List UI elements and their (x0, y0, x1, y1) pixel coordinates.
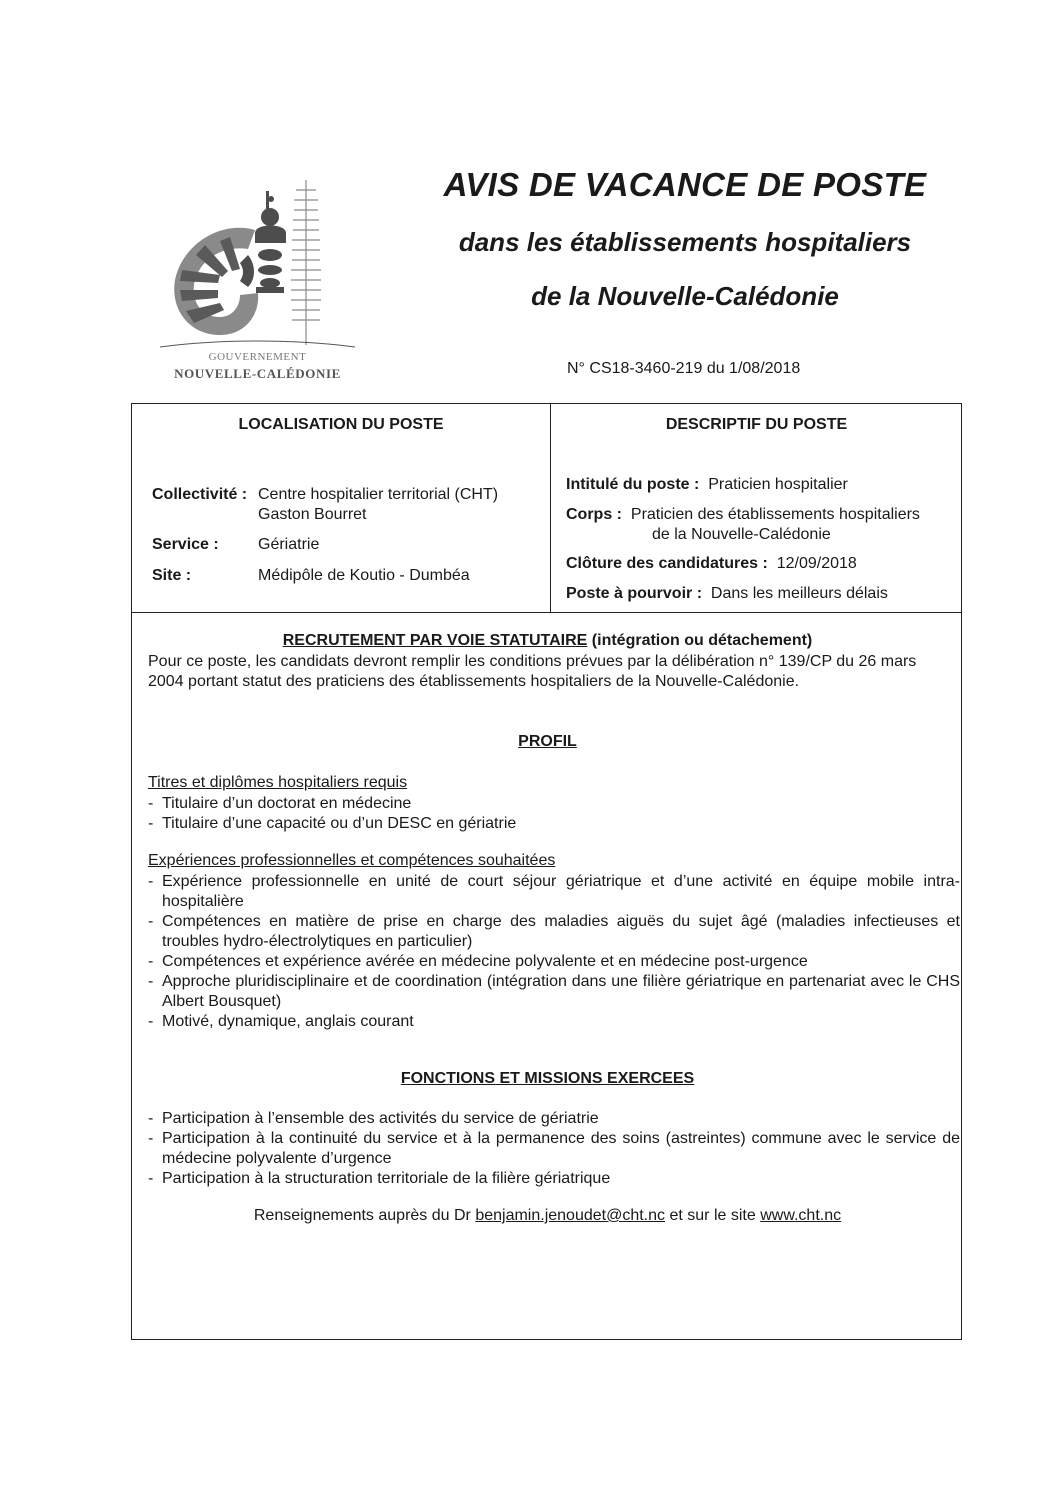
contact-prefix: Renseignements auprès du Dr (253, 1207, 471, 1224)
contact-email-link[interactable]: benjamin.jenoudet@cht.nc (475, 1207, 666, 1224)
poste-row (566, 584, 888, 604)
list-item: - Participation à l’ensemble des activités du service de gériatrie (148, 1110, 599, 1127)
recrutement-line-1: Pour ce poste, les candidats devront remplir les conditions prévues par la délibération n° 139/CP du 26 mars (148, 653, 917, 670)
localisation-header: LOCALISATION DU POSTE (238, 416, 444, 433)
page-subtitle-line-2: de la Nouvelle-Calédonie (531, 281, 839, 311)
cloture-value: 12/09/2018 (776, 555, 857, 572)
fonctions-title: FONCTIONS ET MISSIONS EXERCEES (400, 1070, 695, 1087)
list-item: - Approche pluridisciplinaire et de coordination (intégration dans une filière gériatrique en partenariat avec le CHS Albert Bousquet) (148, 973, 960, 1010)
logo-text-gouvernement: GOUVERNEMENT (208, 351, 307, 363)
cloture-row (566, 554, 857, 574)
descriptif-header: DESCRIPTIF DU POSTE (665, 416, 848, 433)
titres-heading: Titres et diplômes hospitaliers requis (148, 774, 408, 791)
page-subtitle-line-1: dans les établissements hospitaliers (458, 227, 912, 257)
list-item: - Motivé, dynamique, anglais courant (148, 1013, 414, 1030)
list-item: - Compétences en matière de prise en charge des maladies aiguës du sujet âgé (maladies infectieuses et troubles hydro-électrolytiques en particulier) (148, 913, 960, 950)
corps-value-1: Praticien des établissements hospitaliers (630, 506, 920, 523)
list-item: - Participation à la structuration territoriale de la filière gériatrique (148, 1170, 611, 1187)
site-value: Médipôle de Koutio - Dumbéa (258, 567, 470, 584)
list-item: - Titulaire d’une capacité ou d’un DESC en gériatrie (148, 815, 517, 832)
recrutement-title (132, 632, 963, 650)
contact-middle: et sur le site (669, 1207, 756, 1224)
intitule-row (566, 475, 848, 495)
list-item: - Expérience professionnelle en unité de court séjour gériatrique et d’une activité en équipe mobile intra-hospitalière (148, 873, 960, 910)
contact-website-link[interactable]: www.cht.nc (760, 1207, 842, 1224)
corps-row (566, 505, 920, 525)
collectivite-value-1: Centre hospitalier territorial (CHT) (258, 486, 499, 503)
page-title: AVIS DE VACANCE DE POSTE (443, 166, 927, 203)
site-label: Site : (152, 567, 192, 584)
intitule-label: Intitulé du poste : (566, 476, 700, 493)
poste-label: Poste à pourvoir : (566, 585, 703, 602)
collectivite-value-2: Gaston Bourret (258, 506, 367, 523)
service-value: Gériatrie (258, 536, 320, 553)
contact-line (132, 1207, 963, 1225)
logo-text-nouvelle-caledonie: NOUVELLE-CALÉDONIE (174, 366, 341, 381)
list-item: - Compétences et expérience avérée en médecine polyvalente et en médecine post-urgence (148, 953, 808, 970)
corps-label: Corps : (566, 506, 622, 523)
experiences-heading: Expériences professionnelles et compétences souhaitées (148, 852, 556, 869)
reference-number: N° CS18-3460-219 du 1/08/2018 (567, 360, 801, 377)
government-logo (160, 175, 355, 385)
service-label: Service : (152, 536, 219, 553)
section-divider (132, 612, 961, 613)
vacancy-details-box (131, 403, 962, 1340)
nautilus-araucaria-emblem-icon (160, 175, 355, 350)
recrutement-title-main: RECRUTEMENT PAR VOIE STATUTAIRE (282, 632, 588, 649)
corps-value-2: de la Nouvelle-Calédonie (652, 526, 831, 543)
cloture-label: Clôture des candidatures : (566, 555, 768, 572)
collectivite-label: Collectivité : (152, 486, 248, 503)
intitule-value: Praticien hospitalier (708, 476, 848, 493)
column-divider (550, 404, 551, 612)
list-item: - Titulaire d’un doctorat en médecine (148, 795, 412, 812)
recrutement-line-2: 2004 portant statut des praticiens des établissements hospitaliers de la Nouvelle-Calédonie. (148, 673, 800, 690)
recrutement-title-rest: (intégration ou détachement) (591, 632, 813, 649)
list-item: - Participation à la continuité du service et à la permanence des soins (astreintes) commune avec le service de médecine polyvalente d’urgence (148, 1130, 960, 1167)
profil-title: PROFIL (518, 733, 577, 750)
poste-value: Dans les meilleurs délais (710, 585, 888, 602)
